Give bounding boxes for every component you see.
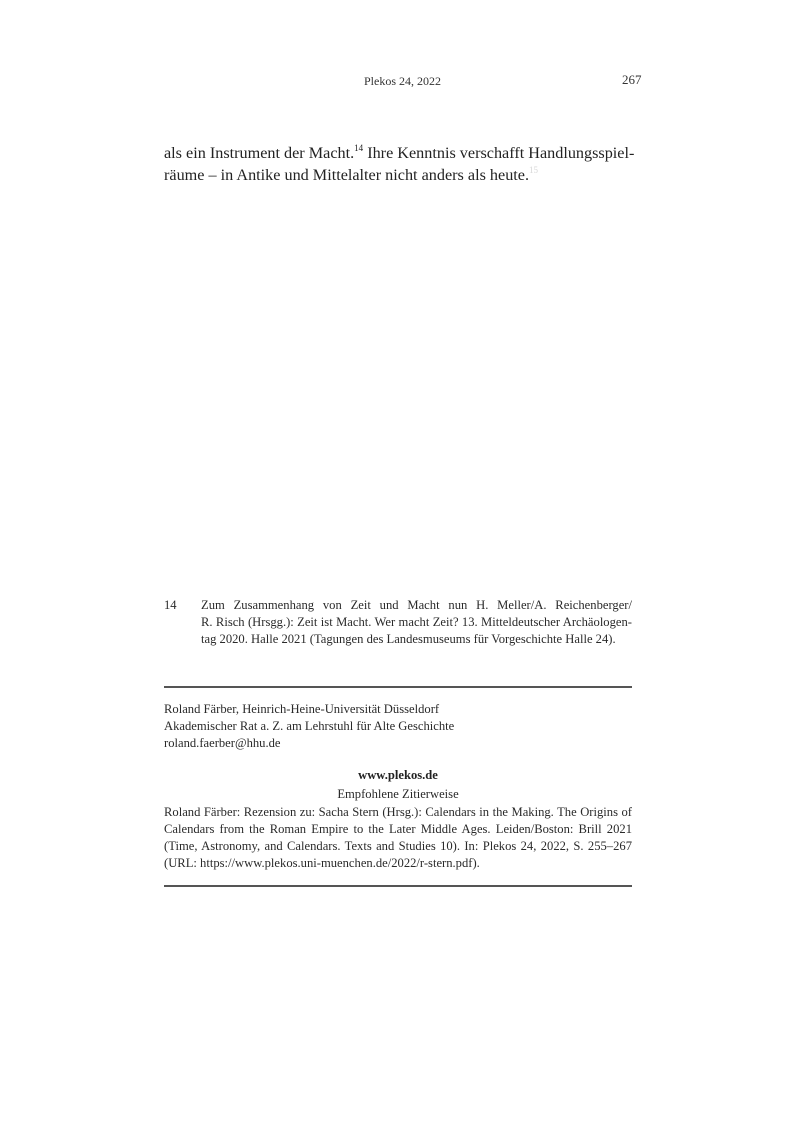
body-text-segment: räume – in Antike und Mittelalter nicht anders als heute. <box>164 166 530 184</box>
citation-line: Calendars from the Roman Empire to the Later Middle Ages. Leiden/Boston: Brill 2021 <box>164 822 632 836</box>
footnote-text <box>201 597 632 648</box>
citation-line: Roland Färber: Rezension zu: Sacha Stern (Hrsg.): Calendars in the Making. The Origins of <box>164 805 632 819</box>
divider-top <box>164 686 632 688</box>
author-email[interactable]: roland.faerber@hhu.de <box>164 736 281 750</box>
divider-bottom <box>164 885 632 887</box>
footnote-ref-14[interactable]: 14 <box>354 143 364 153</box>
citation-url-line[interactable]: (URL: https://www.plekos.uni-muenchen.de/2022/r-stern.pdf). <box>164 856 480 870</box>
body-text-segment: als ein Instrument der Macht. <box>164 144 355 162</box>
running-header-journal: Plekos 24, 2022 <box>364 74 442 88</box>
citation-text <box>164 804 632 872</box>
author-block <box>164 701 454 752</box>
footnote-line: Zum Zusammenhang von Zeit und Macht nun H. Meller/A. Reichenberger/ <box>201 598 632 612</box>
body-line-1 <box>164 142 635 164</box>
author-position: Akademischer Rat a. Z. am Lehrstuhl für Alte Geschichte <box>164 719 455 733</box>
website-link[interactable]: www.plekos.de <box>358 768 438 782</box>
body-paragraph <box>164 142 635 186</box>
page-number: 267 <box>622 72 642 87</box>
footnote-line: tag 2020. Halle 2021 (Tagungen des Landesmuseums für Vorgeschichte Halle 24). <box>201 632 616 646</box>
body-line-2 <box>164 164 632 186</box>
footnote-14 <box>164 597 632 648</box>
footnote-number: 14 <box>164 598 177 612</box>
footnote-ref-15[interactable]: 15 <box>529 165 539 175</box>
citation-heading: Empfohlene Zitierweise <box>337 787 459 801</box>
footnote-line: R. Risch (Hrsgg.): Zeit ist Macht. Wer macht Zeit? 13. Mitteldeutscher Archäologen- <box>201 615 632 629</box>
author-name-affiliation: Roland Färber, Heinrich-Heine-Universität Düsseldorf <box>164 702 440 716</box>
body-text-segment: Ihre Kenntnis verschafft Handlungsspiel- <box>363 144 635 162</box>
citation-line: (Time, Astronomy, and Calendars. Texts and Studies 10). In: Plekos 24, 2022, S. 255–267 <box>164 839 632 853</box>
